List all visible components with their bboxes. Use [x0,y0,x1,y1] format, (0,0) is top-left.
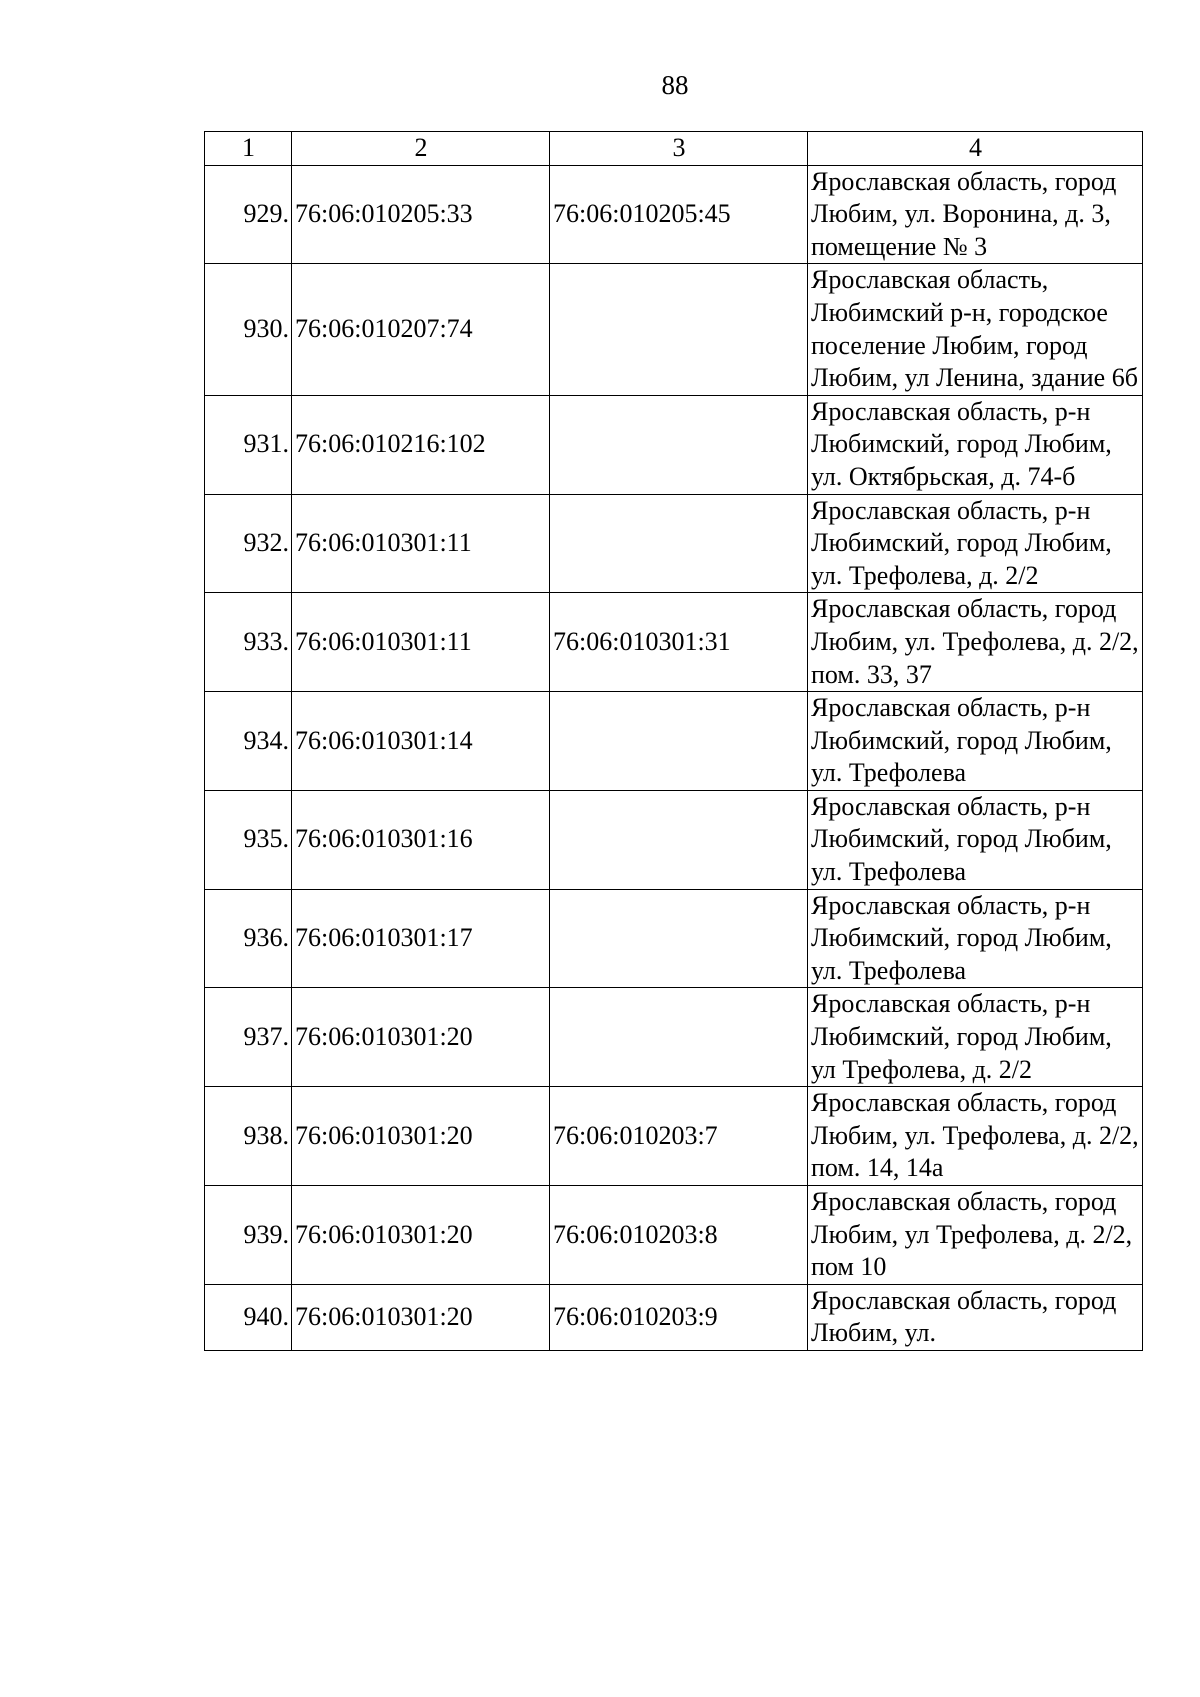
cadastral-number-cell: 76:06:010301:17 [292,889,550,988]
row-number-cell: 930. [205,264,292,395]
cadastral-number-cell: 76:06:010301:20 [292,1186,550,1285]
address-cell: Ярославская область, город Любим, ул. [808,1284,1143,1350]
object-number-cell [550,494,808,593]
header-row [205,132,1143,166]
table-row [205,1284,1143,1350]
row-number-cell: 933. [205,593,292,692]
table-row [205,593,1143,692]
table-row [205,692,1143,791]
object-number-cell [550,790,808,889]
row-number-cell: 931. [205,395,292,494]
page-number: 88 [661,70,689,100]
table-row [205,1186,1143,1285]
row-number-cell: 940. [205,1284,292,1350]
cadastral-number-cell: 76:06:010301:11 [292,494,550,593]
cadastral-number-cell: 76:06:010205:33 [292,165,550,264]
address-cell: Ярославская область, р-н Любимский, город Любим, ул. Трефолева [808,692,1143,791]
table-row [205,494,1143,593]
address-cell: Ярославская область, р-н Любимский, город Любим, ул. Октябрьская, д. 74-б [808,395,1143,494]
row-number-cell: 932. [205,494,292,593]
object-number-cell: 76:06:010301:31 [550,593,808,692]
object-number-cell: 76:06:010203:8 [550,1186,808,1285]
cadastral-number-cell: 76:06:010301:14 [292,692,550,791]
address-cell: Ярославская область, р-н Любимский, город Любим, ул. Трефолева, д. 2/2 [808,494,1143,593]
cadastral-number-cell: 76:06:010301:20 [292,1087,550,1186]
address-cell: Ярославская область, р-н Любимский, город Любим, ул. Трефолева [808,889,1143,988]
cadastral-number-cell: 76:06:010301:20 [292,988,550,1087]
object-number-cell [550,988,808,1087]
object-number-cell: 76:06:010203:9 [550,1284,808,1350]
cadastral-number-cell: 76:06:010301:20 [292,1284,550,1350]
address-cell: Ярославская область, город Любим, ул. Трефолева, д. 2/2, пом. 33, 37 [808,593,1143,692]
address-cell: Ярославская область, р-н Любимский, город Любим, ул Трефолева, д. 2/2 [808,988,1143,1087]
object-number-cell: 76:06:010203:7 [550,1087,808,1186]
row-number-cell: 937. [205,988,292,1087]
table-row [205,790,1143,889]
address-cell: Ярославская область, р-н Любимский, город Любим, ул. Трефолева [808,790,1143,889]
row-number-cell: 936. [205,889,292,988]
column-header-1: 1 [205,132,292,166]
column-header-4: 4 [808,132,1143,166]
column-header-2: 2 [292,132,550,166]
object-number-cell [550,395,808,494]
table-row [205,1087,1143,1186]
cadastral-number-cell: 76:06:010216:102 [292,395,550,494]
row-number-cell: 929. [205,165,292,264]
address-cell: Ярославская область, город Любим, ул. Трефолева, д. 2/2, пом. 14, 14а [808,1087,1143,1186]
object-number-cell [550,264,808,395]
table-body [205,132,1143,1351]
table-row [205,988,1143,1087]
object-number-cell [550,889,808,988]
table-row [205,165,1143,264]
table-row [205,889,1143,988]
row-number-cell: 938. [205,1087,292,1186]
address-cell: Ярославская область, город Любим, ул Трефолева, д. 2/2, пом 10 [808,1186,1143,1285]
registry-table [204,131,1143,1351]
address-cell: Ярославская область, город Любим, ул. Воронина, д. 3, помещение № 3 [808,165,1143,264]
cadastral-number-cell: 76:06:010301:11 [292,593,550,692]
object-number-cell [550,692,808,791]
address-cell: Ярославская область, Любимский р-н, городское поселение Любим, город Любим, ул Ленина, здание 6б [808,264,1143,395]
table-row [205,264,1143,395]
cadastral-number-cell: 76:06:010301:16 [292,790,550,889]
column-header-3: 3 [550,132,808,166]
row-number-cell: 939. [205,1186,292,1285]
table-row [205,395,1143,494]
row-number-cell: 935. [205,790,292,889]
cadastral-number-cell: 76:06:010207:74 [292,264,550,395]
object-number-cell: 76:06:010205:45 [550,165,808,264]
row-number-cell: 934. [205,692,292,791]
